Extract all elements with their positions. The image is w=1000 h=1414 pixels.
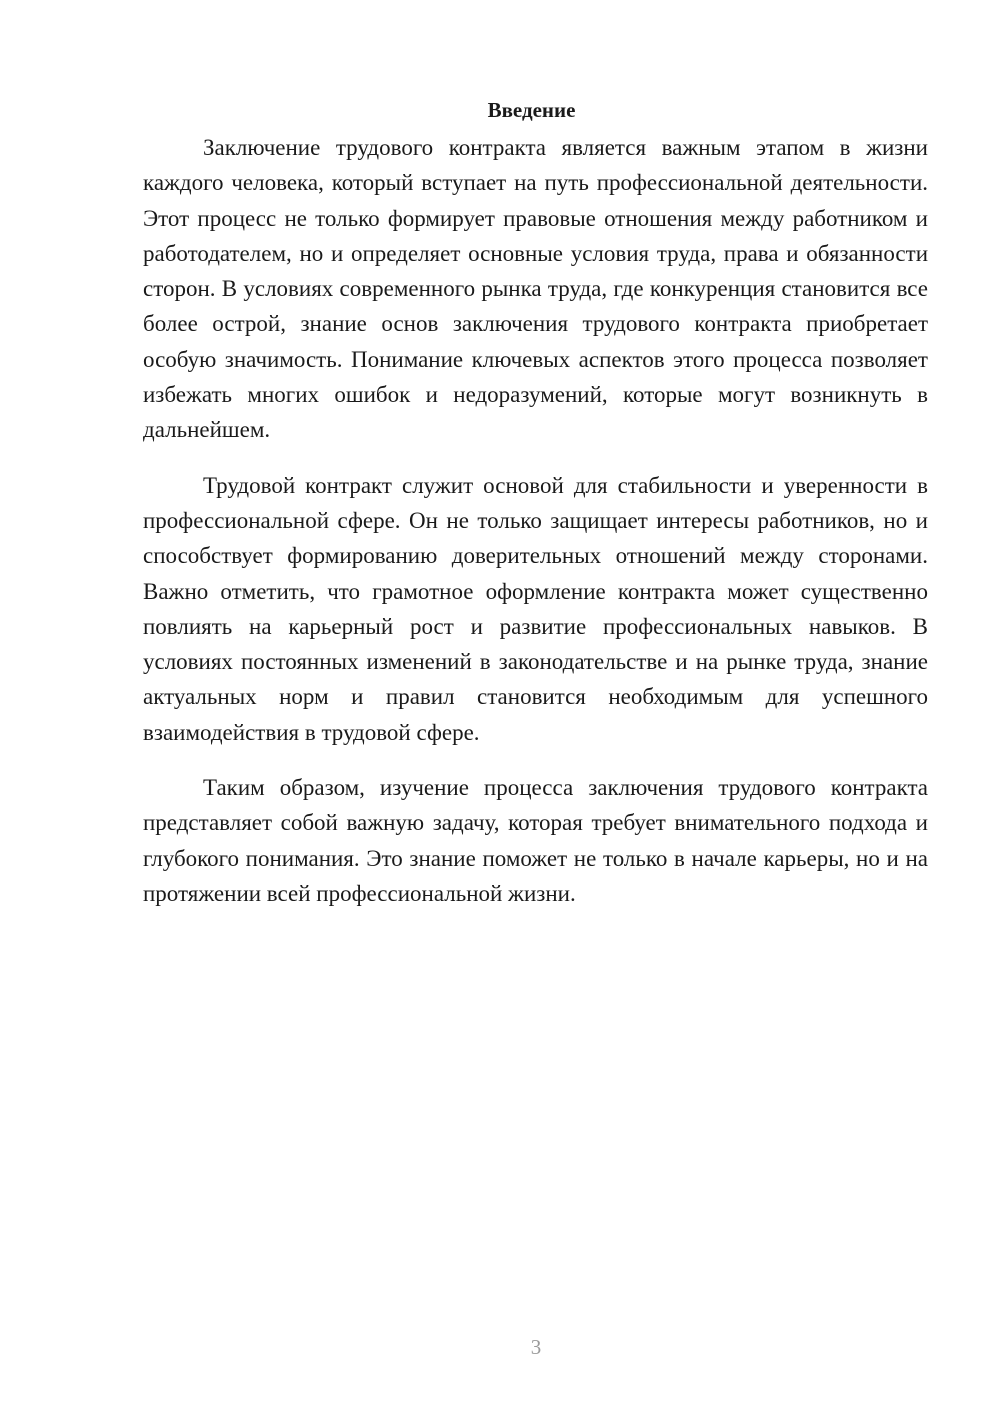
paragraph-3: Таким образом, изучение процесса заключения трудового контракта представляет собой важную задачу, которая требует внимательного подхода и глубокого понимания. Это знание поможет не только в начале карьеры, но и на протяжении всей профессиональной жизни. — [143, 775, 928, 906]
section-title: Введение — [487, 98, 576, 122]
page-number: 3 — [530, 1335, 542, 1359]
paragraph-1: Заключение трудового контракта является важным этапом в жизни каждого человека, который вступает на путь профессиональной деятельности. Этот процесс не только формирует правовые отношения между работником и работодателем, но и определяет основные условия труда, права и обязанности сторон. В условиях современного рынка труда, где конкуренция становится все более острой, знание основ заключения трудового контракта приобретает особую значимость. Понимание ключевых аспектов этого процесса позволяет избежать многих ошибок и недоразумений, которые могут возникнуть в дальнейшем. — [143, 135, 928, 443]
page-content — [143, 92, 928, 911]
paragraph-2: Трудовой контракт служит основой для стабильности и уверенности в профессиональной сфере. Он не только защищает интересы работников, но и способствует формированию доверительных отношений между сторонами. Важно отметить, что грамотное оформление контракта может существенно повлиять на карьерный рост и развитие профессиональных навыков. В условиях постоянных изменений в законодательстве и на рынке труда, знание актуальных норм и правил становится необходимым для успешного взаимодействия в трудовой сфере. — [143, 472, 928, 745]
